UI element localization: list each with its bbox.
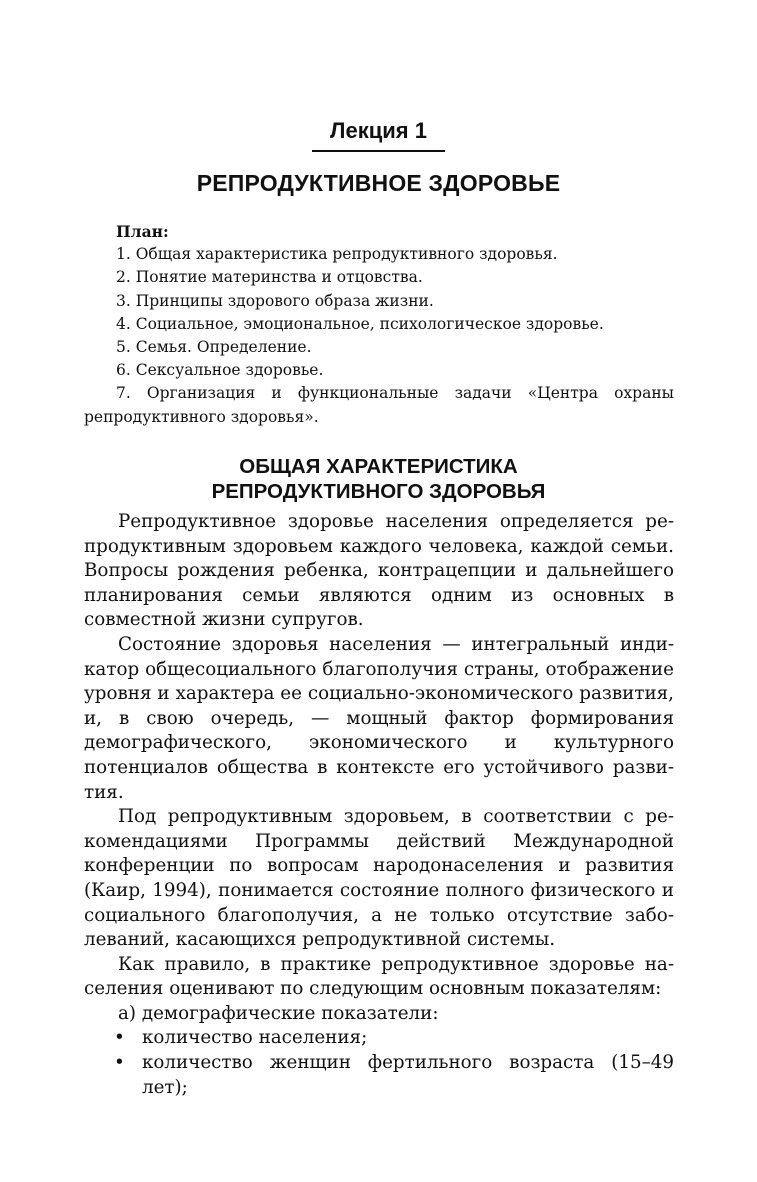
plan-item: 6. Сексуальное здоровье. [116, 361, 324, 380]
plan-item: 1. Общая характеристика репродуктивного здоровья. [116, 245, 558, 264]
page-title: РЕПРОДУКТИВНОЕ ЗДОРОВЬЕ [196, 170, 561, 196]
section-title-line: РЕПРОДУКТИВНОГО ЗДОРОВЬЯ [211, 480, 546, 503]
list-item-text: количество населения; [142, 1027, 368, 1049]
plan-item: 5. Семья. Определение. [116, 338, 312, 357]
lecture-heading [0, 118, 757, 152]
paragraph: Как правило, в практике репродуктивное здоровье населения оценивают по следующим основным показателям: [84, 953, 674, 1000]
plan-heading: План: [116, 222, 169, 241]
list-item [84, 1026, 674, 1051]
bullet-icon: • [114, 1027, 125, 1049]
bullet-icon: • [114, 1052, 125, 1074]
plan-item: 3. Принципы здорового образа жизни. [116, 291, 434, 310]
plan-item: 2. Понятие материнства и отцовства. [116, 268, 423, 287]
body-text [84, 510, 674, 1100]
paragraph: Под репродуктивным здоровьем, в соответствии с рекомендациями Программы действий Международной конференции по вопросам народонаселения и развития (Каир, 1994), понимается состояние полного физического и социального благополучия, а не только отсутствие заболеваний, касающихся репродуктивной системы. [84, 806, 674, 951]
plan-item: 4. Социальное, эмоциональное, психологическое здоровье. [116, 314, 604, 333]
lecture-number: Лекция 1 [312, 118, 445, 152]
paragraph: Репродуктивное здоровье населения определяется репродуктивным здоровьем каждого человека, каждой семьи. Вопросы рождения ребенка, контрацепции и дальнейшего планирования семьи являются одним из основных в совместной жизни супругов. [84, 511, 674, 631]
list-item [84, 1051, 674, 1100]
plan-item: 7. Организация и функциональные задачи «Центра охраны репродуктивного здоровья». [84, 384, 674, 426]
list-heading: а) демографические показатели: [118, 1002, 439, 1024]
paragraph: Состояние здоровья населения — интегральный индикатор общесоциального благополучия страны, отображение уровня и характера ее социально-экономического развития, и, в свою очередь, — мощный фактор формирования демографического, экономического и культурного потенциалов общества в контексте его устойчивого развития. [84, 633, 674, 803]
plan-block [84, 220, 674, 429]
section-title-line: ОБЩАЯ ХАРАКТЕРИСТИКА [239, 455, 518, 478]
section-title [0, 454, 757, 504]
list-item-text: количество женщин фертильного возраста (15–49 лет); [142, 1052, 674, 1098]
